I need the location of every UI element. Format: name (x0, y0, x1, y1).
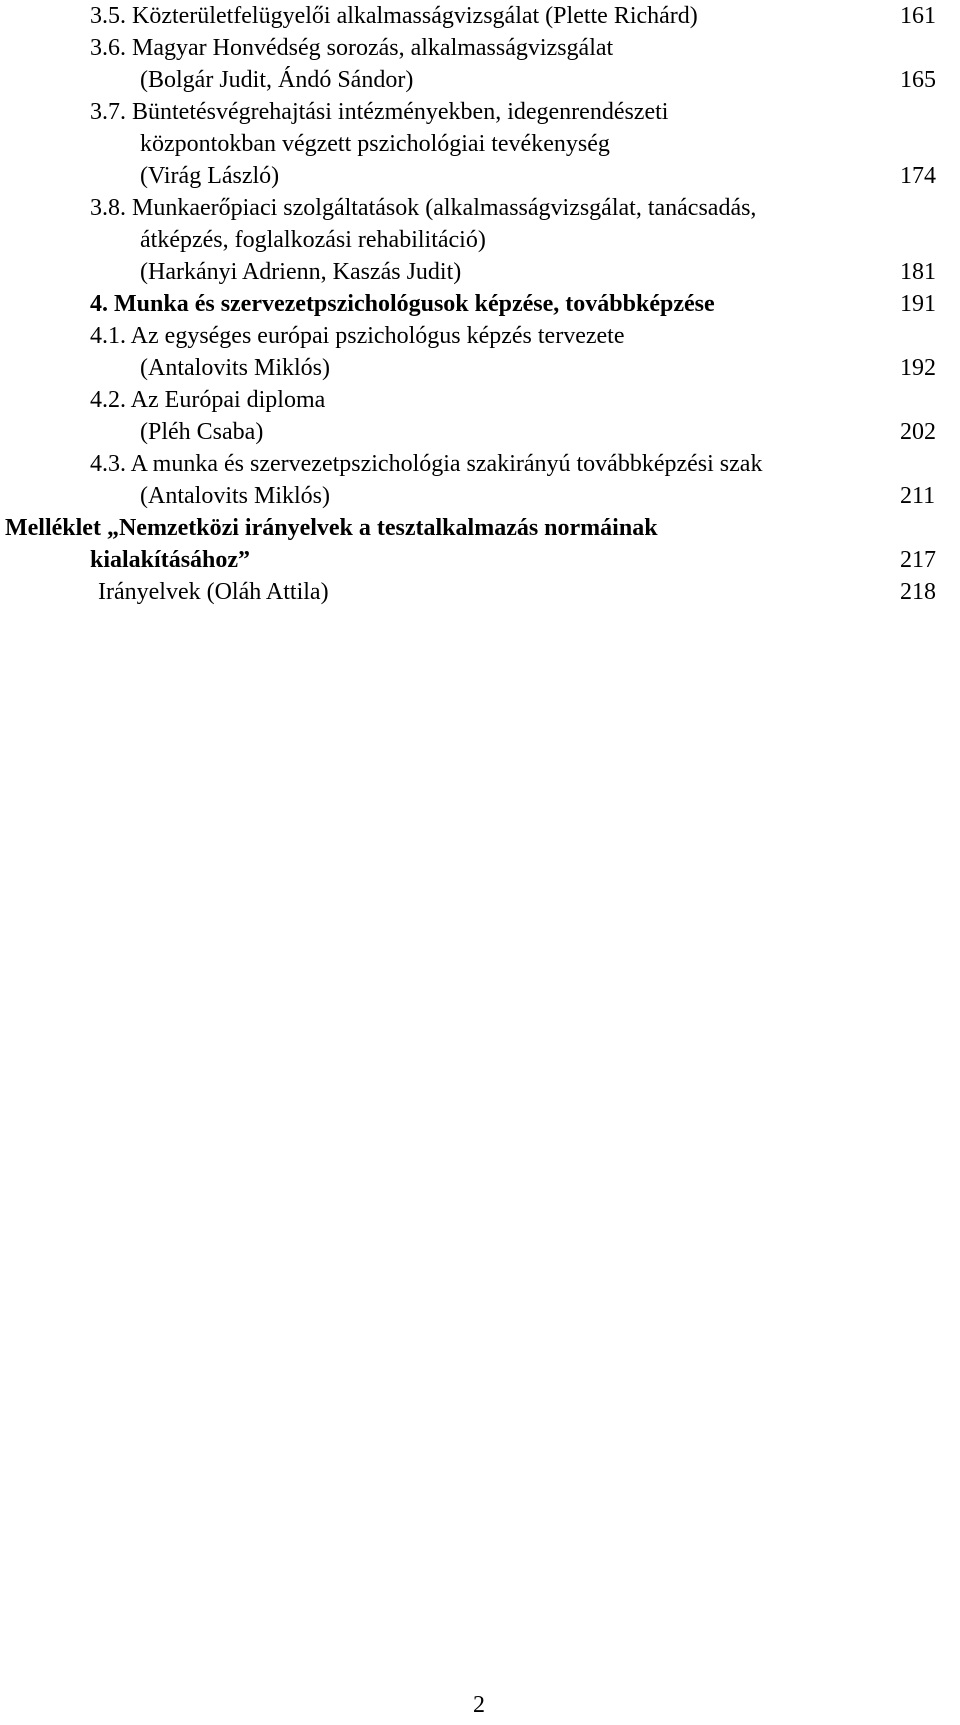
toc-entry-3-6-title-line-2: (Bolgár Judit, Ándó Sándor) (140, 67, 414, 93)
toc-entry-3-7-page: 174 (900, 163, 936, 189)
toc-entry-appendix-title-line-2: kialakításához” (90, 547, 251, 573)
toc-entry-guidelines-title-line-1: Irányelvek (Oláh Attila) (98, 579, 329, 605)
toc-entry-3-8-title-line-3: (Harkányi Adrienn, Kaszás Judit) (140, 259, 462, 285)
toc-entry-3-8-title-line-2: átképzés, foglalkozási rehabilitáció) (140, 227, 486, 253)
toc-entry-4-3-title-line-1: 4.3. A munka és szervezetpszichológia szakirányú továbbképzési szak (90, 451, 763, 477)
toc-entry-4-1-title-line-1: 4.1. Az egységes európai pszichológus képzés tervezete (90, 323, 625, 349)
toc-entry-3-6-title-line-1: 3.6. Magyar Honvédség sorozás, alkalmasságvizsgálat (90, 35, 614, 61)
toc-entry-3-7-title-line-1: 3.7. Büntetésvégrehajtási intézményekben, idegenrendészeti (90, 99, 669, 125)
page-number: 2 (473, 1692, 485, 1718)
toc-entry-3-8-title-line-1: 3.8. Munkaerőpiaci szolgáltatások (alkalmasságvizsgálat, tanácsadás, (90, 195, 757, 221)
toc-entry-4-page: 191 (900, 291, 936, 317)
toc-entry-3-7-title-line-3: (Virág László) (140, 163, 280, 189)
toc-entry-4-1-title-line-2: (Antalovits Miklós) (140, 355, 330, 381)
toc-entry-4-2-title-line-1: 4.2. Az Európai diploma (90, 387, 326, 413)
toc-entry-4-2-title-line-2: (Pléh Csaba) (140, 419, 264, 445)
toc-entry-3-5-title-line-1: 3.5. Közterületfelügyelői alkalmasságvizsgálat (Plette Richárd) (90, 3, 698, 29)
toc-entry-3-6-page: 165 (900, 67, 936, 93)
toc-entry-4-3-page: 211 (900, 483, 936, 509)
toc-entry-4-3-title-line-2: (Antalovits Miklós) (140, 483, 330, 509)
toc-entry-3-7-title-line-2: központokban végzett pszichológiai tevékenység (140, 131, 610, 157)
toc-entry-4-2-page: 202 (900, 419, 936, 445)
toc-entry-4-1-page: 192 (900, 355, 936, 381)
toc-entry-appendix-title-line-1: Melléklet „Nemzetközi irányelvek a tesztalkalmazás normáinak (5, 515, 658, 541)
toc-entry-3-5-page: 161 (900, 3, 936, 29)
toc-entry-appendix-page: 217 (900, 547, 936, 573)
toc-entry-3-8-page: 181 (900, 259, 936, 285)
toc-entry-4-title-line-1: 4. Munka és szervezetpszichológusok képzése, továbbképzése (90, 291, 715, 317)
toc-entry-guidelines-page: 218 (900, 579, 936, 605)
